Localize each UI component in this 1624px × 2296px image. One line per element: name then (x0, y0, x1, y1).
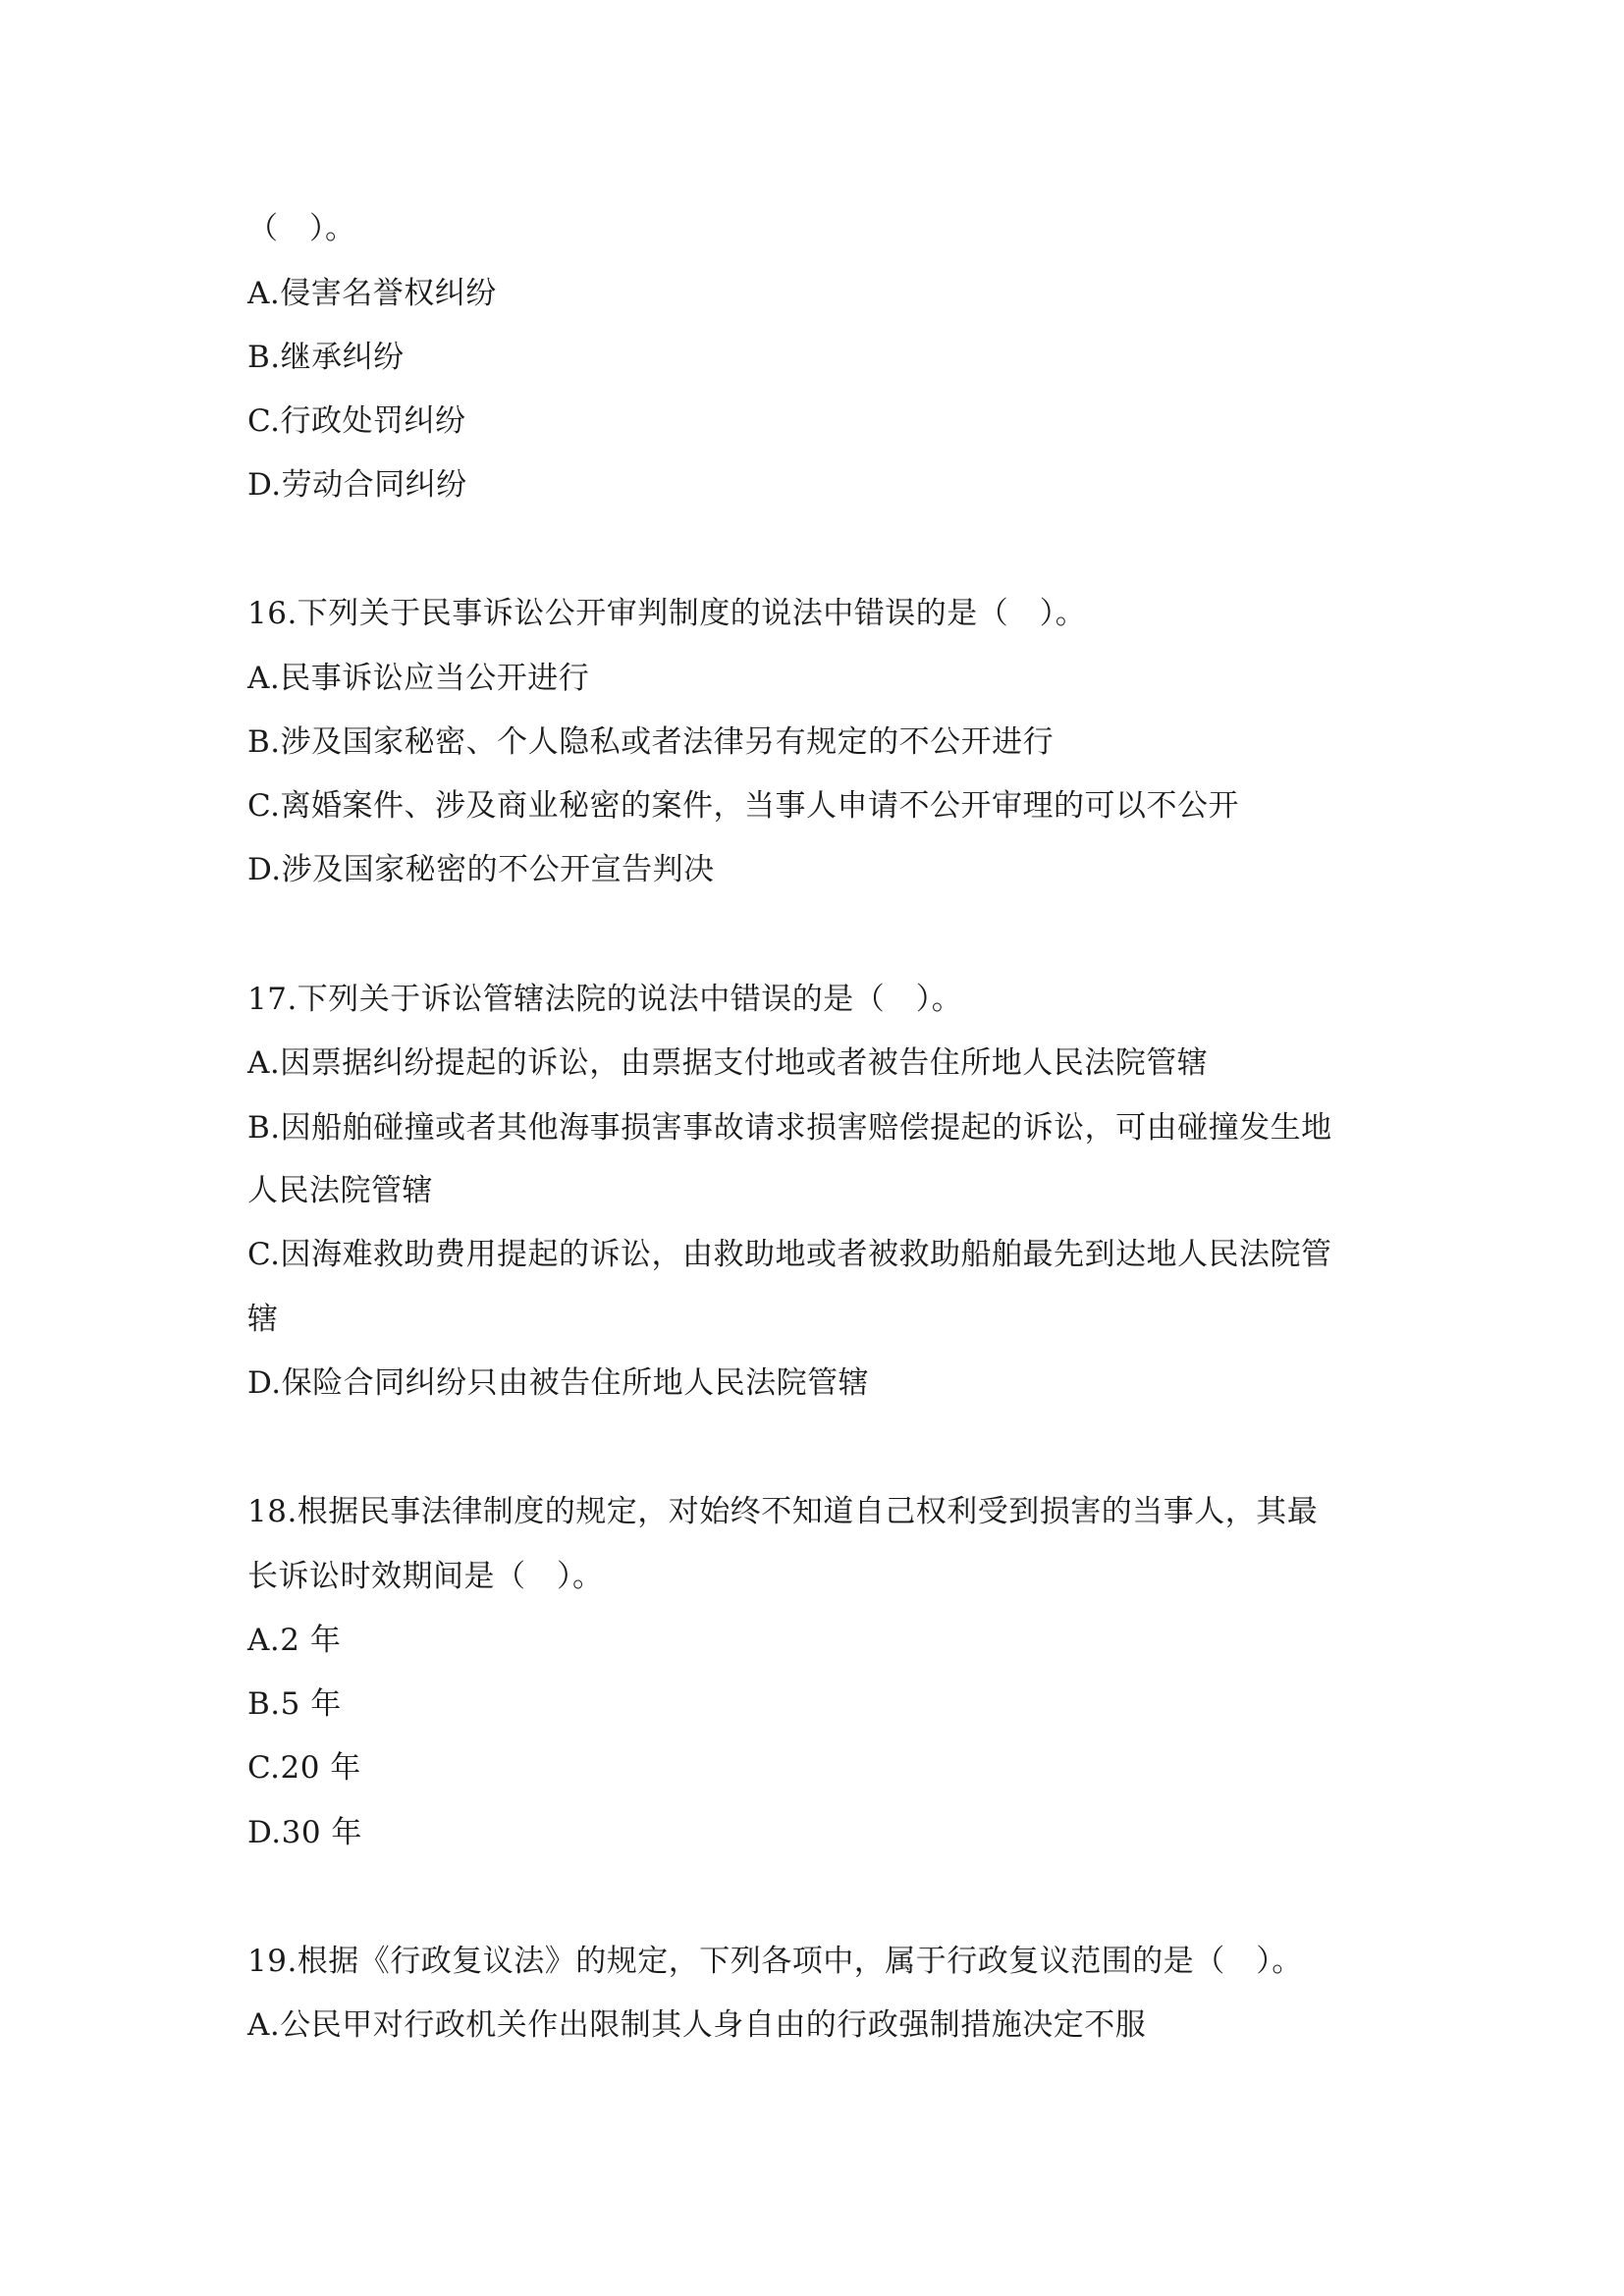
question-18-option-c: C.20 年 (247, 1750, 361, 1786)
question-16-option-c: C.离婚案件、涉及商业秘密的案件，当事人申请不公开审理的可以不公开 (247, 788, 1239, 824)
question-16-option-a: A.民事诉讼应当公开进行 (247, 661, 590, 696)
question-16-option-b: B.涉及国家秘密、个人隐私或者法律另有规定的不公开进行 (247, 724, 1055, 760)
question-17-option-a: A.因票据纠纷提起的诉讼，由票据支付地或者被告住所地人民法院管辖 (247, 1045, 1209, 1081)
question-18-option-b: B.5 年 (247, 1686, 342, 1722)
question-18-stem-cont: 长诉讼时效期间是（ ）。 (247, 1559, 604, 1594)
question-17-option-d: D.保险合同纠纷只由被告住所地人民法院管辖 (247, 1365, 870, 1401)
question-17-option-b-cont: 人民法院管辖 (247, 1173, 433, 1208)
question-19-option-a: A.公民甲对行政机关作出限制其人身自由的行政强制措施决定不服 (247, 2007, 1147, 2043)
question-17-stem: 17.下列关于诉讼管辖法院的说法中错误的是（ ）。 (247, 982, 963, 1017)
question-15-option-b: B.继承纠纷 (247, 340, 405, 375)
question-15-option-c: C.行政处罚纠纷 (247, 403, 466, 439)
question-18-option-a: A.2 年 (247, 1623, 342, 1658)
question-16-option-d: D.涉及国家秘密的不公开宣告判决 (247, 852, 715, 887)
question-16-stem: 16.下列关于民事诉讼公开审判制度的说法中错误的是（ ）。 (247, 596, 1087, 631)
question-15-option-a: A.侵害名誉权纠纷 (247, 276, 497, 311)
question-18-option-d: D.30 年 (247, 1815, 362, 1850)
question-15-tail: （ ）。 (247, 211, 356, 246)
question-19-stem: 19.根据《行政复议法》的规定，下列各项中，属于行政复议范围的是（ ）。 (247, 1944, 1303, 1979)
question-15-option-d: D.劳动合同纠纷 (247, 467, 467, 503)
question-17-option-b: B.因船舶碰撞或者其他海事损害事故请求损害赔偿提起的诉讼，可由碰撞发生地 (247, 1110, 1332, 1146)
question-18-stem: 18.根据民事法律制度的规定，对始终不知道自己权利受到损害的当事人，其最 (247, 1494, 1319, 1529)
question-17-option-c-cont: 辖 (247, 1302, 279, 1337)
question-17-option-c: C.因海难救助费用提起的诉讼，由救助地或者被救助船舶最先到达地人民法院管 (247, 1237, 1332, 1272)
